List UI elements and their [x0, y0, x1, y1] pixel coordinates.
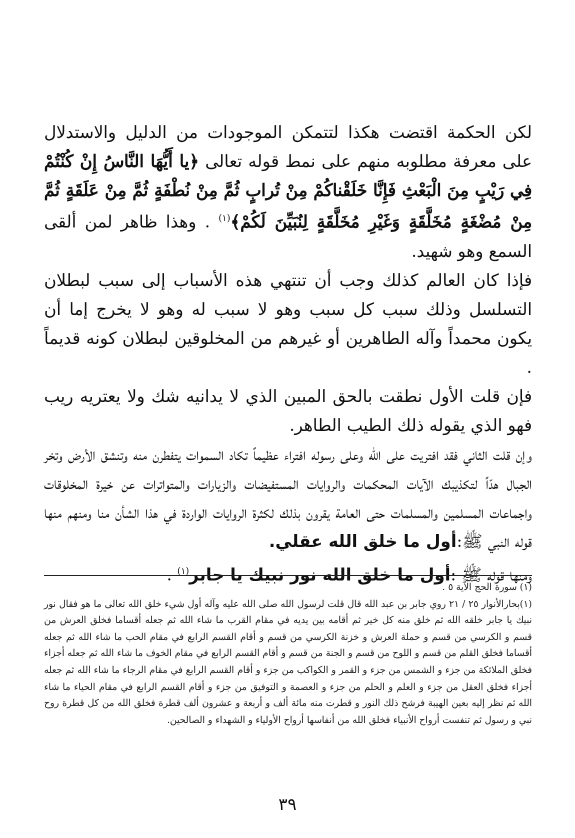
- quran-verse: ﴿يا أَيُّهَا النَّاسُ إِنْ كُنْتُمْ فِي رَيْبٍ مِنَ الْبَعْثِ فَإِنَّا خَلَقْناكُمْ مِنْ تُرابٍ ثُمَّ مِنْ نُطْفَةٍ ثُمَّ مِنْ عَلَقَةٍ ثُمَّ مِنْ مُضْغَةٍ مُخَلَّقَةٍ وَغَيْرِ مُخَلَّقَةٍ لِنُبَيِّنَ لَكُمْ﴾: [44, 151, 532, 232]
- paragraph-1-text: لكن الحكمة اقتضت هكذا لتتمكن الموجودات من الدليل والاستدلال على معرفة مطلوبه منهم على نمط قوله تعالى: [44, 122, 532, 171]
- hadith-quote-2: أول ما خلق الله نور نبيك يا جابر: [189, 564, 451, 585]
- footnote-ref-1: (١): [218, 214, 231, 224]
- page-number: ٣٩: [278, 795, 297, 815]
- main-text: [44, 118, 532, 589]
- paragraph-1-tail: . وهذا ظاهر لمن ألقى السمع وهو شهيد.: [44, 211, 532, 261]
- paragraph-5-text: ومنها قوله ﷺ :: [450, 564, 532, 585]
- paragraph-4: [44, 440, 532, 556]
- paragraph-3: فإن قلت الأول نطقت بالحق المبين الذي لا يدانيه شك ولا يعتريه ريب فهو الذي يقوله ذلك الطيب الطاهر.: [44, 385, 532, 435]
- hadith-quote-1: أول ما خلق الله عقلي.: [268, 530, 457, 551]
- footnote-2: (١)بحارالأنوار ٢٥ / ٢١ روي جابر بن عبد الله قال قلت لرسول الله صلى الله عليه وآله أول شيء خلق الله تعالى ما هو فقال نور نبيك يا جابر خلقه الله ثم خلق منه كل خير ثم أقامه بين يديه في مقام القرب ما شاء الله ثم جعله أقساما فخلق العرش من قسم و الكرسي من قسم و حملة العرش و خزنة الكرسي من قسم و أقام القسم الرابع في مقام الحب ما شاء الله ثم جعله أقساما فخلق القلم من قسم و اللوح من قسم و الجنة من قسم و أقام القسم الرابع في مقام الخوف ما شاء الله ثم جعله أجزاء فخلق الملائكة من جزء و الشمس من جزء و القمر و الكواكب من جزء و أقام القسم الرابع في مقام الرجاء ما شاء الله ثم جعله أجزاء فخلق العقل من جزء و العلم و الحلم من جزء و العصمة و التوفيق من جزء و أقام القسم الرابع في مقام الحياء ما شاء الله ثم نظر إليه بعين الهيبة فرشح ذلك النور و قطرت منه مائة ألف و أربعة و عشرون ألف قطرة فخلق الله من كل قطرة روح نبي و رسول ثم تنفست أرواح الأنبياء فخلق الله من أنفاسها أرواح الأولياء و الشهداء و الصالحين.: [44, 598, 533, 726]
- paragraph-5-end: .: [166, 564, 178, 585]
- paragraph-1: [44, 118, 532, 266]
- paragraph-2: فإذا كان العالم كذلك وجب أن تنتهي هذه الأسباب إلى سبب لبطلان التسلسل وذلك سبب كل سبب وهو لا سبب له وهو لا يخرج إما أن يكون محمداً وآله الطاهرين أو غيرهم من المخلوقين لبطلان كونه قديماً .: [44, 269, 532, 377]
- paragraph-4-text: وإن قلت الثاني فقد افتريت على الله وعلى رسوله افتراء عظيماً تكاد السموات يتفطرن منه وتنشق الأرض وتخر الجبال هدّاً لتكذيبك الآيات المحكمات والروايات المستفيضات والزيارات والمتواترات عن خيرة المخلوقات واجماعات المسلمين والمسلمات حتى العامة يقرون بذلك لكثرة الروايات الواردة في هذا الشأن منا ومنهم منها قوله النبي ﷺ:: [44, 443, 532, 551]
- footnote-1: (١) سورة الحج الآية ٥ .: [442, 582, 532, 593]
- footnote-divider: [44, 575, 532, 576]
- footnote-ref-2: (١): [177, 566, 190, 577]
- footnotes: [44, 580, 532, 729]
